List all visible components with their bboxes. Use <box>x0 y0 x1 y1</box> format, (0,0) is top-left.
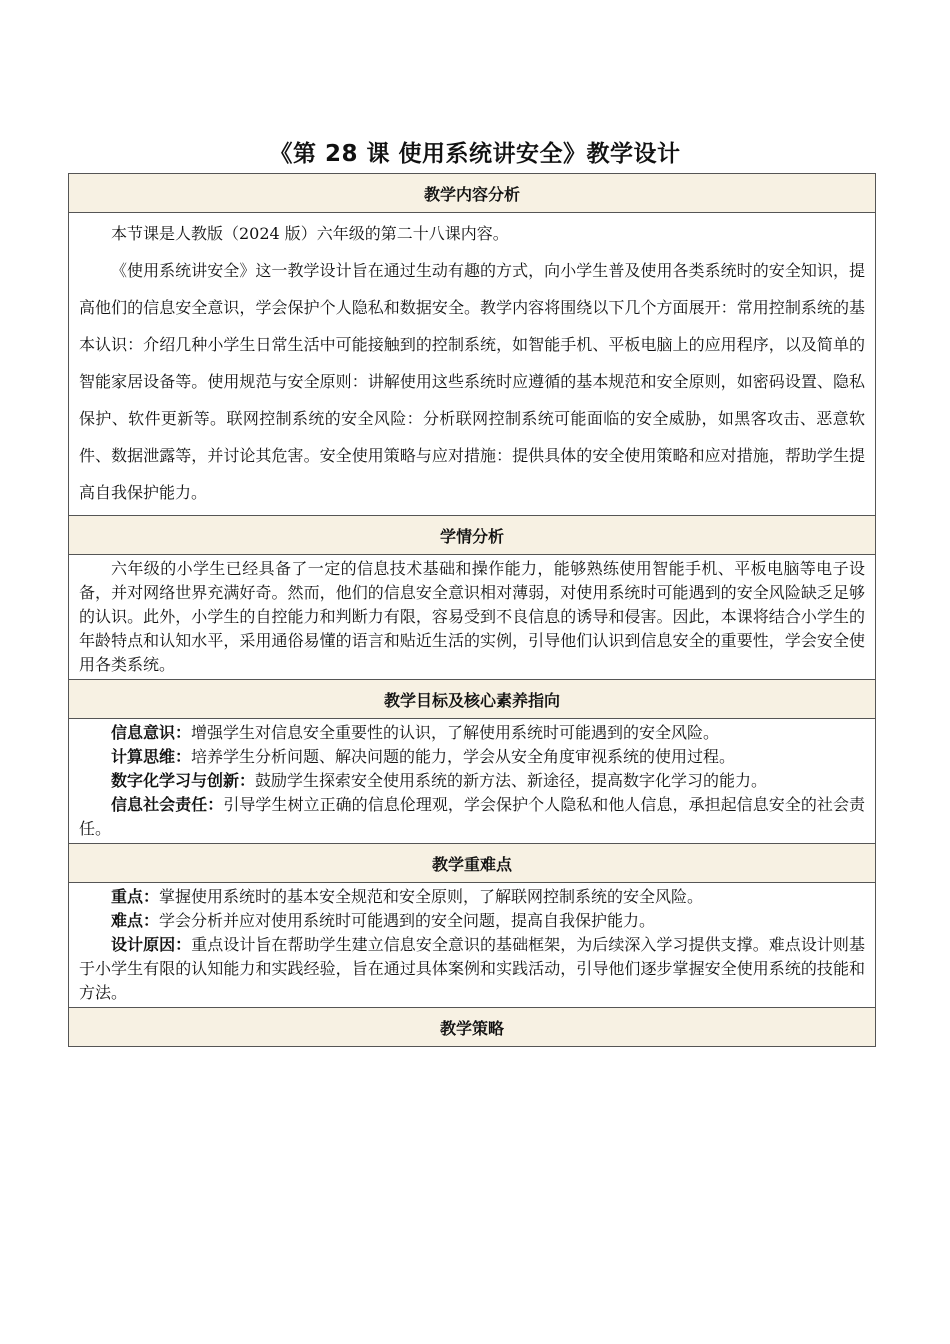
section-body-content-analysis <box>69 213 876 516</box>
page-title: 《第 28 课 使用系统讲安全》教学设计 <box>269 141 681 167</box>
section-body-objectives <box>69 719 876 844</box>
section-heading-key-difficult-points: 教学重难点 <box>69 844 876 883</box>
item-text: 学会分析并应对使用系统时可能遇到的安全问题，提高自我保护能力。 <box>159 911 656 930</box>
item-label: 信息社会责任： <box>111 795 224 814</box>
item-label: 计算思维： <box>111 747 192 766</box>
section-heading-content-analysis: 教学内容分析 <box>69 174 876 213</box>
item-text: 重点设计旨在帮助学生建立信息安全意识的基础框架，为后续深入学习提供支撑。难点设计则基于小学生有限的认知能力和实践经验，旨在通过具体案例和实践活动，引导他们逐步掌握安全使用系统的技能和方法。 <box>79 935 865 1002</box>
lesson-plan-table <box>68 173 876 1047</box>
paragraph: 六年级的小学生已经具备了一定的信息技术基础和操作能力，能够熟练使用智能手机、平板电脑等电子设备，并对网络世界充满好奇。然而，他们的信息安全意识相对薄弱，对使用系统时可能遇到的安全风险缺乏足够的认识。此外，小学生的自控能力和判断力有限，容易受到不良信息的诱导和侵害。因此，本课将结合小学生的年龄特点和认知水平，采用通俗易懂的语言和贴近生活的实例，引导他们认识到信息安全的重要性，学会安全使用各类系统。 <box>79 559 865 674</box>
item-text: 培养学生分析问题、解决问题的能力，学会从安全角度审视系统的使用过程。 <box>191 747 736 766</box>
item-label: 信息意识： <box>111 723 192 742</box>
item-text: 鼓励学生探索安全使用系统的新方法、新途径，提高数字化学习的能力。 <box>255 771 768 790</box>
section-heading-teaching-strategy: 教学策略 <box>69 1008 876 1047</box>
key-point-item <box>79 933 865 1005</box>
section-body-student-analysis <box>69 555 876 680</box>
paragraph: 本节课是人教版（2024 版）六年级的第二十八课内容。 <box>111 224 509 243</box>
item-text: 引导学生树立正确的信息伦理观，学会保护个人隐私和他人信息，承担起信息安全的社会责任。 <box>79 795 865 838</box>
key-point-item <box>79 909 865 933</box>
item-label: 设计原因： <box>111 935 192 954</box>
key-point-item <box>79 885 865 909</box>
item-text: 增强学生对信息安全重要性的认识，了解使用系统时可能遇到的安全风险。 <box>191 723 720 742</box>
objective-item <box>79 745 865 769</box>
objective-item <box>79 793 865 841</box>
section-body-key-difficult-points <box>69 883 876 1008</box>
section-heading-objectives: 教学目标及核心素养指向 <box>69 680 876 719</box>
item-text: 掌握使用系统时的基本安全规范和安全原则，了解联网控制系统的安全风险。 <box>159 887 704 906</box>
item-label: 数字化学习与创新： <box>111 771 256 790</box>
objective-item <box>79 769 865 793</box>
item-label: 重点： <box>111 887 160 906</box>
paragraph: 《使用系统讲安全》这一教学设计旨在通过生动有趣的方式，向小学生普及使用各类系统时的安全知识，提高他们的信息安全意识，学会保护个人隐私和数据安全。教学内容将围绕以下几个方面展开：常用控制系统的基本认识：介绍几种小学生日常生活中可能接触到的控制系统，如智能手机、平板电脑上的应用程序，以及简单的智能家居设备等。使用规范与安全原则：讲解使用这些系统时应遵循的基本规范和安全原则，如密码设置、隐私保护、软件更新等。联网控制系统的安全风险：分析联网控制系统可能面临的安全威胁，如黑客攻击、恶意软件、数据泄露等，并讨论其危害。安全使用策略与应对措施：提供具体的安全使用策略和应对措施，帮助学生提高自我保护能力。 <box>79 261 865 502</box>
objective-item <box>79 721 865 745</box>
item-label: 难点： <box>111 911 160 930</box>
section-heading-student-analysis: 学情分析 <box>69 516 876 555</box>
